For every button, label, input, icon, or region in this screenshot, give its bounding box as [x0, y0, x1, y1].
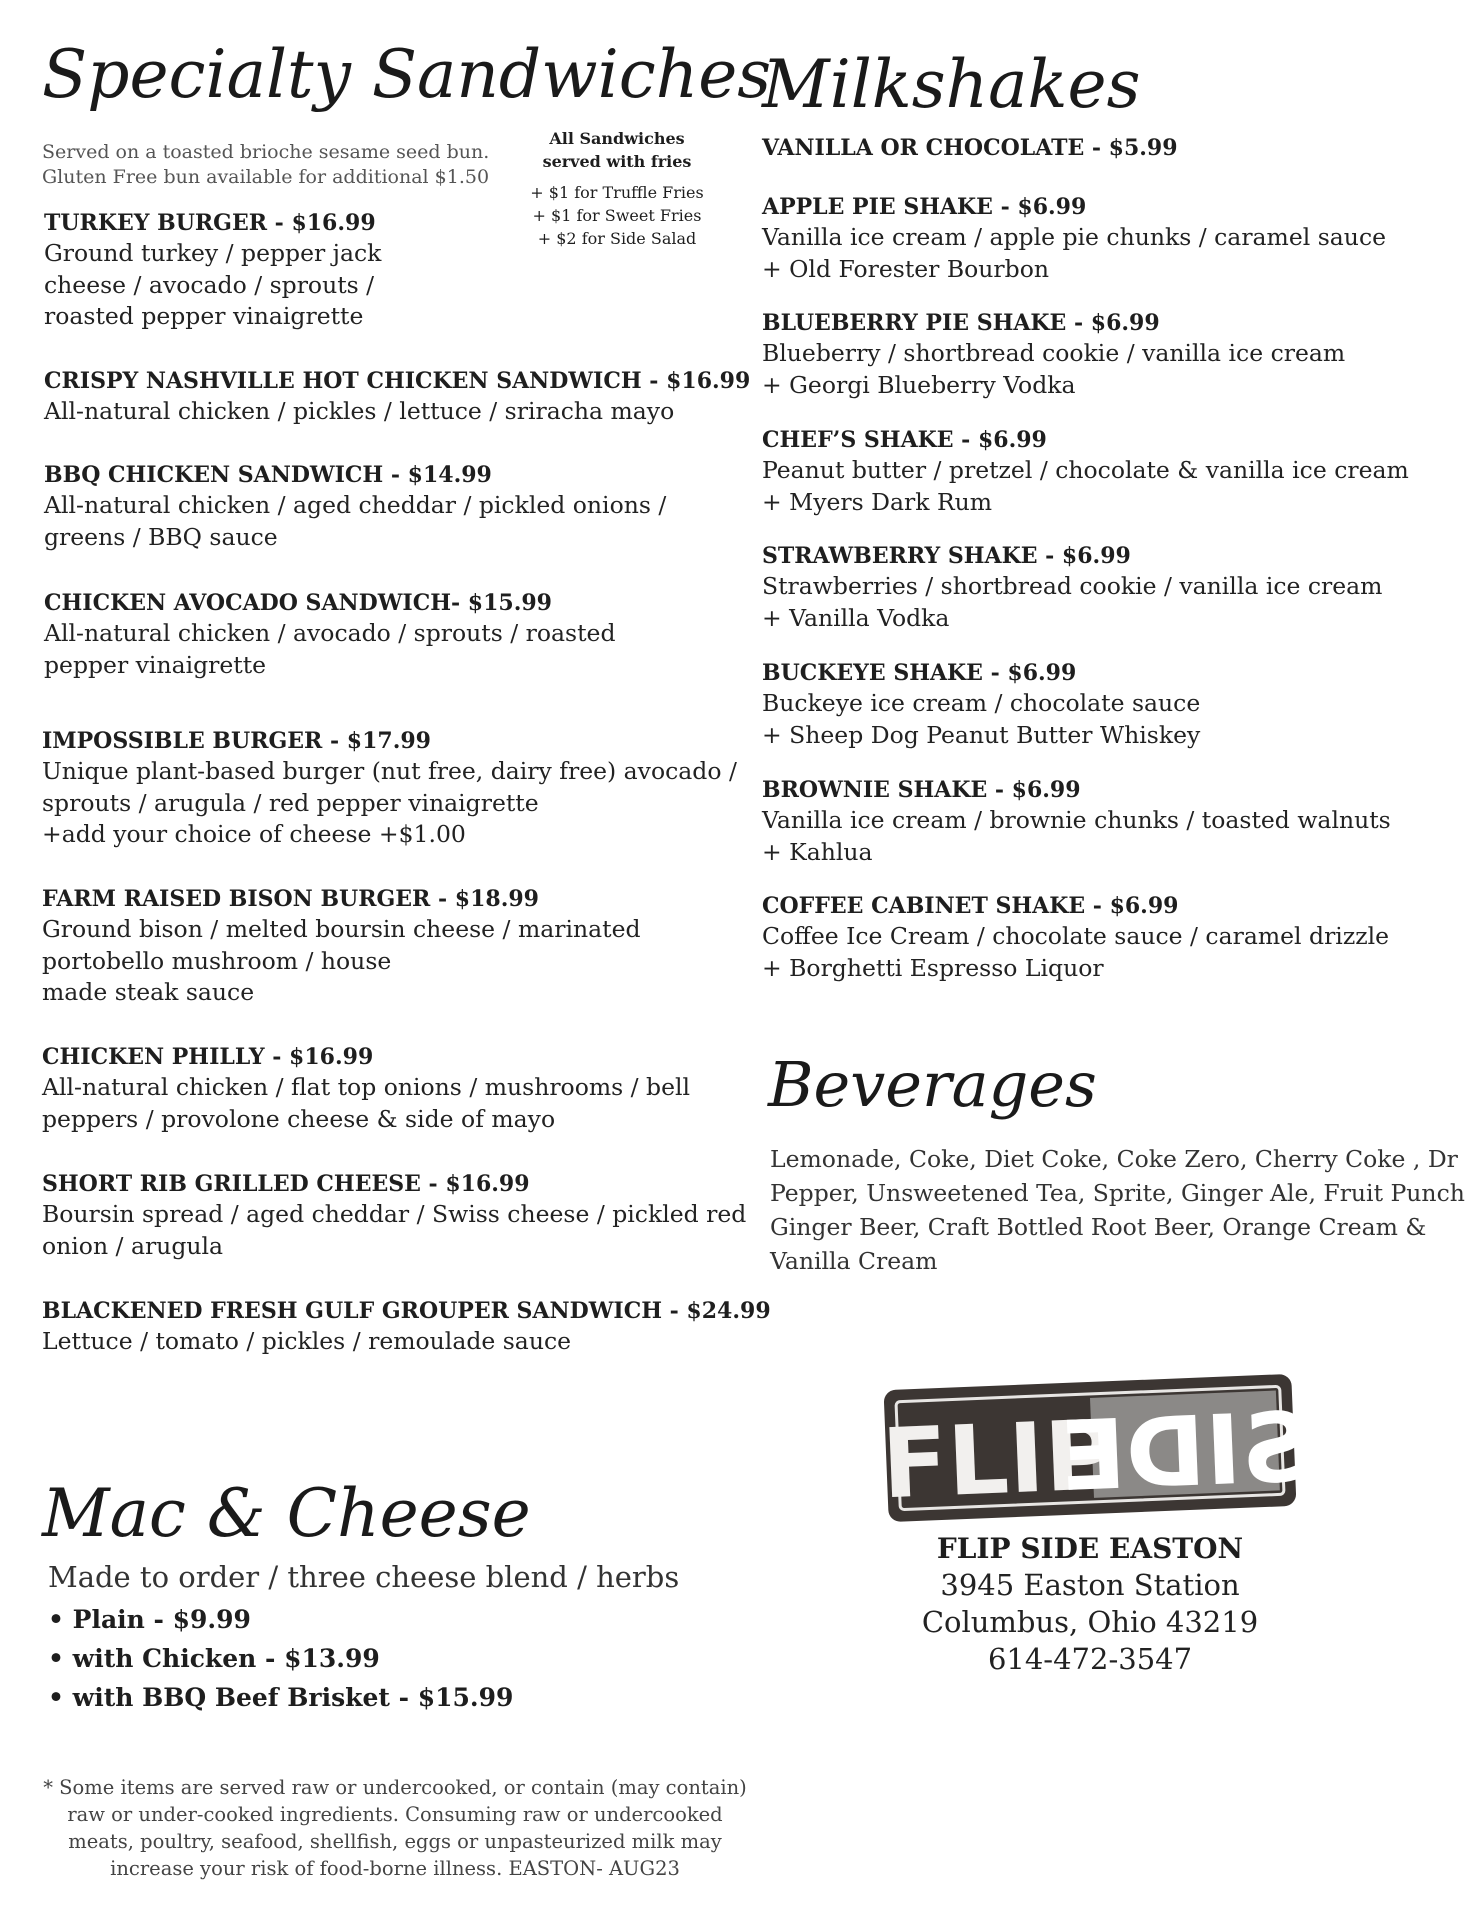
mac-option: • with Chicken - $13.99: [48, 1644, 380, 1673]
sandwich-item: [44, 460, 666, 553]
location-address: 3945 Easton Station: [940, 1568, 1240, 1602]
item-desc-line: made steak sauce: [42, 978, 255, 1006]
item-desc-line: sprouts / arugula / red pepper vinaigrette: [42, 788, 539, 817]
item-name: APPLE PIE SHAKE - $6.99: [762, 194, 1087, 220]
item-desc-line: + Vanilla Vodka: [762, 603, 950, 632]
item-desc-line: portobello mushroom / house: [42, 946, 392, 975]
flip-side-logo: [876, 1368, 1304, 1528]
beverages-line: Lemonade, Coke, Diet Coke, Coke Zero, Cherry Coke , Dr: [770, 1145, 1458, 1173]
location-info: [868, 1530, 1312, 1678]
item-desc-line: onion / arugula: [42, 1231, 224, 1260]
milkshake-item: [762, 891, 1389, 984]
item-name: SHORT RIB GRILLED CHEESE - $16.99: [42, 1171, 530, 1197]
item-desc-line: cheese / avocado / sprouts /: [44, 270, 375, 299]
disclaimer-line: * Some items are served raw or undercooked, or contain (may contain): [43, 1776, 747, 1799]
item-desc-line: All-natural chicken / flat top onions / mushrooms / bell: [42, 1073, 691, 1101]
location-name: FLIP SIDE EASTON: [936, 1532, 1244, 1565]
item-desc-line: All-natural chicken / aged cheddar / pickled onions /: [44, 491, 667, 519]
item-desc-line: + Georgi Blueberry Vodka: [762, 370, 1076, 399]
item-name: BROWNIE SHAKE - $6.99: [762, 777, 1081, 803]
item-desc-line: Vanilla ice cream / apple pie chunks / caramel sauce: [762, 223, 1387, 251]
item-desc-line: Unique plant-based burger (nut free, dairy free) avocado /: [42, 757, 737, 785]
item-desc-line: + Sheep Dog Peanut Butter Whiskey: [762, 720, 1201, 749]
logo-graphic: [876, 1368, 1304, 1528]
location-city: Columbus, Ohio 43219: [921, 1605, 1259, 1639]
item-desc-line: All-natural chicken / pickles / lettuce / sriracha mayo: [44, 397, 675, 425]
item-desc-line: + Old Forester Bourbon: [762, 254, 1049, 283]
beverages-line: Ginger Beer, Craft Bottled Root Beer, Orange Cream &: [770, 1213, 1427, 1241]
beverages-list: [770, 1142, 1465, 1278]
item-desc-line: Lettuce / tomato / pickles / remoulade sauce: [42, 1327, 572, 1355]
sandwich-item: [42, 1042, 690, 1135]
fries-option: + $1 for Truffle Fries: [530, 183, 704, 202]
item-name: BUCKEYE SHAKE - $6.99: [762, 660, 1077, 686]
milkshake-item: [762, 192, 1386, 285]
sandwich-item: [44, 208, 381, 333]
fries-option: + $1 for Sweet Fries: [532, 206, 702, 225]
disclaimer: [30, 1774, 760, 1882]
mac-options: [48, 1600, 513, 1717]
item-name: CHICKEN AVOCADO SANDWICH- $15.99: [44, 590, 552, 616]
mac-option: • Plain - $9.99: [48, 1605, 251, 1634]
item-name: IMPOSSIBLE BURGER - $17.99: [42, 728, 431, 754]
item-name: TURKEY BURGER - $16.99: [44, 210, 376, 236]
item-name: VANILLA OR CHOCOLATE - $5.99: [762, 135, 1178, 161]
item-desc-line: +add your choice of cheese +$1.00: [42, 820, 466, 848]
location-phone: 614-472-3547: [987, 1642, 1193, 1676]
milkshake-item: [762, 308, 1345, 401]
milkshake-item: [762, 425, 1409, 518]
item-desc-line: Strawberries / shortbread cookie / vanilla ice cream: [762, 572, 1383, 600]
intro-line: Served on a toasted brioche sesame seed bun.: [42, 141, 490, 163]
item-desc-line: greens / BBQ sauce: [44, 522, 278, 551]
item-desc-line: + Myers Dark Rum: [762, 487, 993, 516]
milkshake-item: [762, 658, 1200, 751]
item-desc-line: Peanut butter / pretzel / chocolate & vanilla ice cream: [762, 456, 1409, 484]
item-desc-line: Buckeye ice cream / chocolate sauce: [762, 689, 1201, 717]
mac-title: Mac & Cheese: [42, 1475, 531, 1552]
item-name: CHICKEN PHILLY - $16.99: [42, 1044, 374, 1070]
item-name: STRAWBERRY SHAKE - $6.99: [762, 543, 1131, 569]
milkshake-item: [762, 133, 1178, 163]
fries-note: [522, 127, 712, 250]
item-name: BLACKENED FRESH GULF GROUPER SANDWICH - $24.99: [42, 1298, 771, 1324]
disclaimer-line: meats, poultry, seafood, shellfish, eggs or unpasteurized milk may: [68, 1830, 722, 1853]
sandwich-item: [42, 1169, 746, 1262]
item-desc-line: Ground bison / melted boursin cheese / marinated: [42, 915, 641, 943]
item-desc-line: pepper vinaigrette: [44, 650, 267, 679]
item-desc-line: peppers / provolone cheese & side of mayo: [42, 1104, 556, 1133]
item-desc-line: Boursin spread / aged cheddar / Swiss cheese / pickled red: [42, 1200, 747, 1228]
milkshakes-title: Milkshakes: [762, 46, 1141, 123]
disclaimer-line: increase your risk of food-borne illness. EASTON- AUG23: [110, 1857, 680, 1880]
item-desc-line: All-natural chicken / avocado / sprouts / roasted: [44, 619, 616, 647]
fries-option: + $2 for Side Salad: [537, 229, 697, 248]
beverages-title: Beverages: [768, 1048, 1097, 1121]
mac-intro: Made to order / three cheese blend / herbs: [48, 1560, 680, 1594]
sandwich-item: [44, 588, 616, 681]
sandwich-item: [42, 1296, 771, 1358]
sandwiches-title: Specialty Sandwiches: [42, 36, 772, 113]
item-desc-line: + Kahlua: [762, 837, 873, 866]
item-name: BLUEBERRY PIE SHAKE - $6.99: [762, 310, 1160, 336]
logo-flip-text: FLIP: [879, 1399, 1117, 1521]
item-name: COFFEE CABINET SHAKE - $6.99: [762, 893, 1179, 919]
fries-note-heading: served with fries: [542, 152, 692, 171]
item-name: CRISPY NASHVILLE HOT CHICKEN SANDWICH - $16.99: [44, 368, 751, 394]
beverages-line: Pepper, Unsweetened Tea, Sprite, Ginger Ale, Fruit Punch: [770, 1179, 1465, 1207]
item-desc-line: + Borghetti Espresso Liquor: [762, 953, 1104, 982]
item-desc-line: Blueberry / shortbread cookie / vanilla ice cream: [762, 339, 1346, 367]
sandwiches-intro: [42, 140, 489, 190]
mac-option: • with BBQ Beef Brisket - $15.99: [48, 1683, 514, 1712]
sandwich-item: [42, 884, 641, 1009]
beverages-line: Vanilla Cream: [770, 1247, 938, 1275]
milkshake-item: [762, 775, 1391, 868]
item-name: FARM RAISED BISON BURGER - $18.99: [42, 886, 539, 912]
item-desc-line: Coffee Ice Cream / chocolate sauce / caramel drizzle: [762, 922, 1390, 950]
milkshake-item: [762, 541, 1382, 634]
item-name: CHEF’S SHAKE - $6.99: [762, 427, 1047, 453]
item-desc-line: Ground turkey / pepper jack: [44, 239, 382, 267]
item-desc-line: Vanilla ice cream / brownie chunks / toasted walnuts: [762, 806, 1391, 834]
sandwich-item: [44, 366, 750, 428]
item-name: BBQ CHICKEN SANDWICH - $14.99: [44, 462, 492, 488]
logo-side-text: SIDE: [1058, 1391, 1304, 1514]
sandwich-item: [42, 726, 737, 851]
fries-note-heading: All Sandwiches: [549, 129, 685, 148]
item-desc-line: roasted pepper vinaigrette: [44, 302, 364, 330]
disclaimer-line: raw or under-cooked ingredients. Consuming raw or undercooked: [67, 1803, 723, 1826]
intro-line: Gluten Free bun available for additional $1.50: [42, 166, 490, 188]
